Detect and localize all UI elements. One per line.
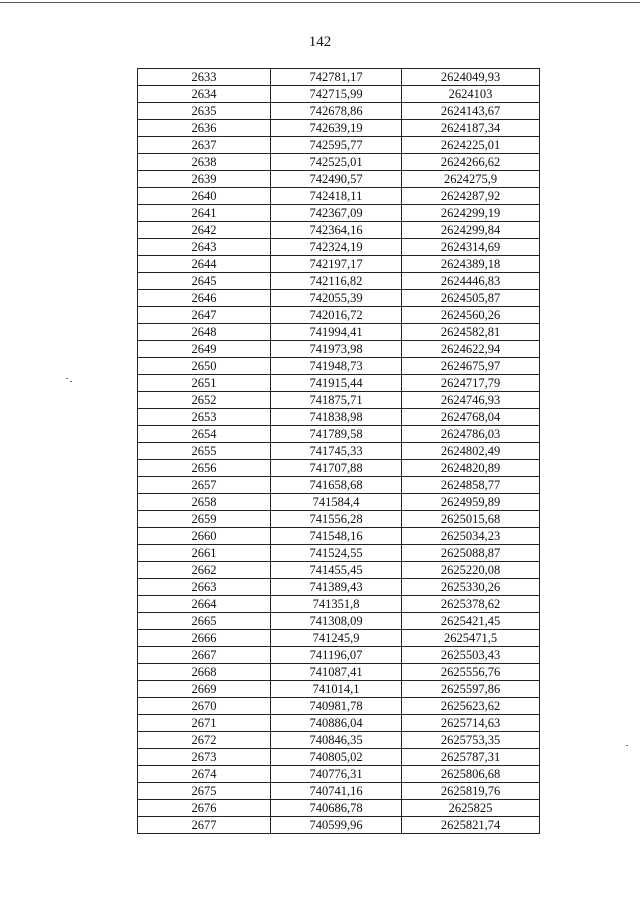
x-coordinate-cell: 742197,17 (271, 256, 402, 273)
point-number-cell: 2633 (138, 69, 271, 86)
point-number-cell: 2664 (138, 596, 271, 613)
y-coordinate-cell: 2624622,94 (402, 341, 540, 358)
point-number-cell: 2665 (138, 613, 271, 630)
x-coordinate-cell: 741196,07 (271, 647, 402, 664)
scan-speck (626, 745, 628, 746)
table-row (138, 69, 540, 86)
x-coordinate-cell: 742364,16 (271, 222, 402, 239)
point-number-cell: 2662 (138, 562, 271, 579)
y-coordinate-cell: 2625556,76 (402, 664, 540, 681)
x-coordinate-cell: 741548,16 (271, 528, 402, 545)
scan-speck (70, 381, 72, 382)
x-coordinate-cell: 742367,09 (271, 205, 402, 222)
x-coordinate-cell: 741915,44 (271, 375, 402, 392)
table-row (138, 222, 540, 239)
table-row (138, 749, 540, 766)
y-coordinate-cell: 2624299,84 (402, 222, 540, 239)
y-coordinate-cell: 2624746,93 (402, 392, 540, 409)
y-coordinate-cell: 2624103 (402, 86, 540, 103)
point-number-cell: 2638 (138, 154, 271, 171)
table-row (138, 698, 540, 715)
x-coordinate-cell: 741556,28 (271, 511, 402, 528)
table-row (138, 528, 540, 545)
point-number-cell: 2668 (138, 664, 271, 681)
y-coordinate-cell: 2625714,63 (402, 715, 540, 732)
point-number-cell: 2636 (138, 120, 271, 137)
point-number-cell: 2644 (138, 256, 271, 273)
x-coordinate-cell: 741745,33 (271, 443, 402, 460)
point-number-cell: 2651 (138, 375, 271, 392)
y-coordinate-cell: 2624225,01 (402, 137, 540, 154)
point-number-cell: 2663 (138, 579, 271, 596)
x-coordinate-cell: 740846,35 (271, 732, 402, 749)
table-row (138, 239, 540, 256)
x-coordinate-cell: 741308,09 (271, 613, 402, 630)
point-number-cell: 2642 (138, 222, 271, 239)
x-coordinate-cell: 740686,78 (271, 800, 402, 817)
point-number-cell: 2653 (138, 409, 271, 426)
y-coordinate-cell: 2625787,31 (402, 749, 540, 766)
point-number-cell: 2670 (138, 698, 271, 715)
x-coordinate-cell: 741389,43 (271, 579, 402, 596)
table-row (138, 647, 540, 664)
y-coordinate-cell: 2624786,03 (402, 426, 540, 443)
table-row (138, 613, 540, 630)
y-coordinate-cell: 2624299,19 (402, 205, 540, 222)
y-coordinate-cell: 2625825 (402, 800, 540, 817)
x-coordinate-cell: 742016,72 (271, 307, 402, 324)
point-number-cell: 2635 (138, 103, 271, 120)
x-coordinate-cell: 741087,41 (271, 664, 402, 681)
table-row (138, 409, 540, 426)
y-coordinate-cell: 2624802,49 (402, 443, 540, 460)
point-number-cell: 2641 (138, 205, 271, 222)
point-number-cell: 2656 (138, 460, 271, 477)
y-coordinate-cell: 2624389,18 (402, 256, 540, 273)
y-coordinate-cell: 2625220,08 (402, 562, 540, 579)
x-coordinate-cell: 742781,17 (271, 69, 402, 86)
top-border-line (0, 2, 640, 3)
y-coordinate-cell: 2624049,93 (402, 69, 540, 86)
point-number-cell: 2654 (138, 426, 271, 443)
y-coordinate-cell: 2624717,79 (402, 375, 540, 392)
point-number-cell: 2637 (138, 137, 271, 154)
table-row (138, 800, 540, 817)
point-number-cell: 2674 (138, 766, 271, 783)
y-coordinate-cell: 2625421,45 (402, 613, 540, 630)
point-number-cell: 2643 (138, 239, 271, 256)
table-row (138, 545, 540, 562)
table-row (138, 630, 540, 647)
x-coordinate-cell: 742324,19 (271, 239, 402, 256)
table-row (138, 817, 540, 834)
y-coordinate-cell: 2624287,92 (402, 188, 540, 205)
table-row (138, 256, 540, 273)
y-coordinate-cell: 2625015,68 (402, 511, 540, 528)
x-coordinate-cell: 741455,45 (271, 562, 402, 579)
table-row (138, 511, 540, 528)
y-coordinate-cell: 2625597,86 (402, 681, 540, 698)
table-row (138, 103, 540, 120)
x-coordinate-cell: 741948,73 (271, 358, 402, 375)
point-number-cell: 2647 (138, 307, 271, 324)
coordinates-table (137, 68, 540, 834)
table-row (138, 715, 540, 732)
point-number-cell: 2640 (138, 188, 271, 205)
table-row (138, 205, 540, 222)
point-number-cell: 2666 (138, 630, 271, 647)
point-number-cell: 2650 (138, 358, 271, 375)
y-coordinate-cell: 2624820,89 (402, 460, 540, 477)
table-row (138, 137, 540, 154)
table-row (138, 783, 540, 800)
point-number-cell: 2671 (138, 715, 271, 732)
y-coordinate-cell: 2625471,5 (402, 630, 540, 647)
x-coordinate-cell: 741707,88 (271, 460, 402, 477)
table-row (138, 426, 540, 443)
point-number-cell: 2658 (138, 494, 271, 511)
x-coordinate-cell: 740741,16 (271, 783, 402, 800)
table-row (138, 664, 540, 681)
x-coordinate-cell: 741584,4 (271, 494, 402, 511)
x-coordinate-cell: 742525,01 (271, 154, 402, 171)
x-coordinate-cell: 742116,82 (271, 273, 402, 290)
point-number-cell: 2675 (138, 783, 271, 800)
x-coordinate-cell: 741789,58 (271, 426, 402, 443)
table-row (138, 766, 540, 783)
table-row (138, 341, 540, 358)
point-number-cell: 2639 (138, 171, 271, 188)
table-row (138, 273, 540, 290)
table-row (138, 154, 540, 171)
x-coordinate-cell: 741973,98 (271, 341, 402, 358)
x-coordinate-cell: 742490,57 (271, 171, 402, 188)
y-coordinate-cell: 2624143,67 (402, 103, 540, 120)
coordinates-table-body (138, 69, 540, 834)
point-number-cell: 2672 (138, 732, 271, 749)
scan-speck (66, 378, 68, 379)
table-row (138, 171, 540, 188)
x-coordinate-cell: 740981,78 (271, 698, 402, 715)
table-row (138, 494, 540, 511)
y-coordinate-cell: 2625503,43 (402, 647, 540, 664)
table-row (138, 460, 540, 477)
y-coordinate-cell: 2624266,62 (402, 154, 540, 171)
table-row (138, 290, 540, 307)
x-coordinate-cell: 740805,02 (271, 749, 402, 766)
table-row (138, 443, 540, 460)
x-coordinate-cell: 741838,98 (271, 409, 402, 426)
x-coordinate-cell: 740599,96 (271, 817, 402, 834)
point-number-cell: 2634 (138, 86, 271, 103)
table-row (138, 324, 540, 341)
point-number-cell: 2646 (138, 290, 271, 307)
y-coordinate-cell: 2624675,97 (402, 358, 540, 375)
y-coordinate-cell: 2625330,26 (402, 579, 540, 596)
y-coordinate-cell: 2624959,89 (402, 494, 540, 511)
table-row (138, 596, 540, 613)
x-coordinate-cell: 742055,39 (271, 290, 402, 307)
table-row (138, 307, 540, 324)
y-coordinate-cell: 2625378,62 (402, 596, 540, 613)
point-number-cell: 2649 (138, 341, 271, 358)
x-coordinate-cell: 741245,9 (271, 630, 402, 647)
y-coordinate-cell: 2624187,34 (402, 120, 540, 137)
y-coordinate-cell: 2625753,35 (402, 732, 540, 749)
point-number-cell: 2673 (138, 749, 271, 766)
x-coordinate-cell: 741014,1 (271, 681, 402, 698)
y-coordinate-cell: 2625819,76 (402, 783, 540, 800)
table-row (138, 358, 540, 375)
table-row (138, 86, 540, 103)
table-row (138, 562, 540, 579)
point-number-cell: 2669 (138, 681, 271, 698)
point-number-cell: 2645 (138, 273, 271, 290)
point-number-cell: 2660 (138, 528, 271, 545)
y-coordinate-cell: 2624582,81 (402, 324, 540, 341)
table-row (138, 392, 540, 409)
point-number-cell: 2659 (138, 511, 271, 528)
y-coordinate-cell: 2625088,87 (402, 545, 540, 562)
y-coordinate-cell: 2624858,77 (402, 477, 540, 494)
x-coordinate-cell: 742678,86 (271, 103, 402, 120)
y-coordinate-cell: 2625623,62 (402, 698, 540, 715)
point-number-cell: 2667 (138, 647, 271, 664)
x-coordinate-cell: 740776,31 (271, 766, 402, 783)
y-coordinate-cell: 2624275,9 (402, 171, 540, 188)
x-coordinate-cell: 741875,71 (271, 392, 402, 409)
x-coordinate-cell: 740886,04 (271, 715, 402, 732)
y-coordinate-cell: 2624505,87 (402, 290, 540, 307)
point-number-cell: 2655 (138, 443, 271, 460)
point-number-cell: 2677 (138, 817, 271, 834)
y-coordinate-cell: 2625806,68 (402, 766, 540, 783)
x-coordinate-cell: 741658,68 (271, 477, 402, 494)
point-number-cell: 2661 (138, 545, 271, 562)
x-coordinate-cell: 742595,77 (271, 137, 402, 154)
table-row (138, 477, 540, 494)
point-number-cell: 2676 (138, 800, 271, 817)
x-coordinate-cell: 742639,19 (271, 120, 402, 137)
x-coordinate-cell: 741351,8 (271, 596, 402, 613)
y-coordinate-cell: 2624560,26 (402, 307, 540, 324)
table-row (138, 579, 540, 596)
y-coordinate-cell: 2624768,04 (402, 409, 540, 426)
y-coordinate-cell: 2625821,74 (402, 817, 540, 834)
y-coordinate-cell: 2624314,69 (402, 239, 540, 256)
x-coordinate-cell: 741524,55 (271, 545, 402, 562)
y-coordinate-cell: 2624446,83 (402, 273, 540, 290)
table-row (138, 120, 540, 137)
x-coordinate-cell: 742418,11 (271, 188, 402, 205)
x-coordinate-cell: 741994,41 (271, 324, 402, 341)
table-row (138, 681, 540, 698)
table-row (138, 375, 540, 392)
point-number-cell: 2657 (138, 477, 271, 494)
y-coordinate-cell: 2625034,23 (402, 528, 540, 545)
point-number-cell: 2648 (138, 324, 271, 341)
table-row (138, 732, 540, 749)
x-coordinate-cell: 742715,99 (271, 86, 402, 103)
page-number: 142 (308, 34, 332, 50)
table-row (138, 188, 540, 205)
point-number-cell: 2652 (138, 392, 271, 409)
